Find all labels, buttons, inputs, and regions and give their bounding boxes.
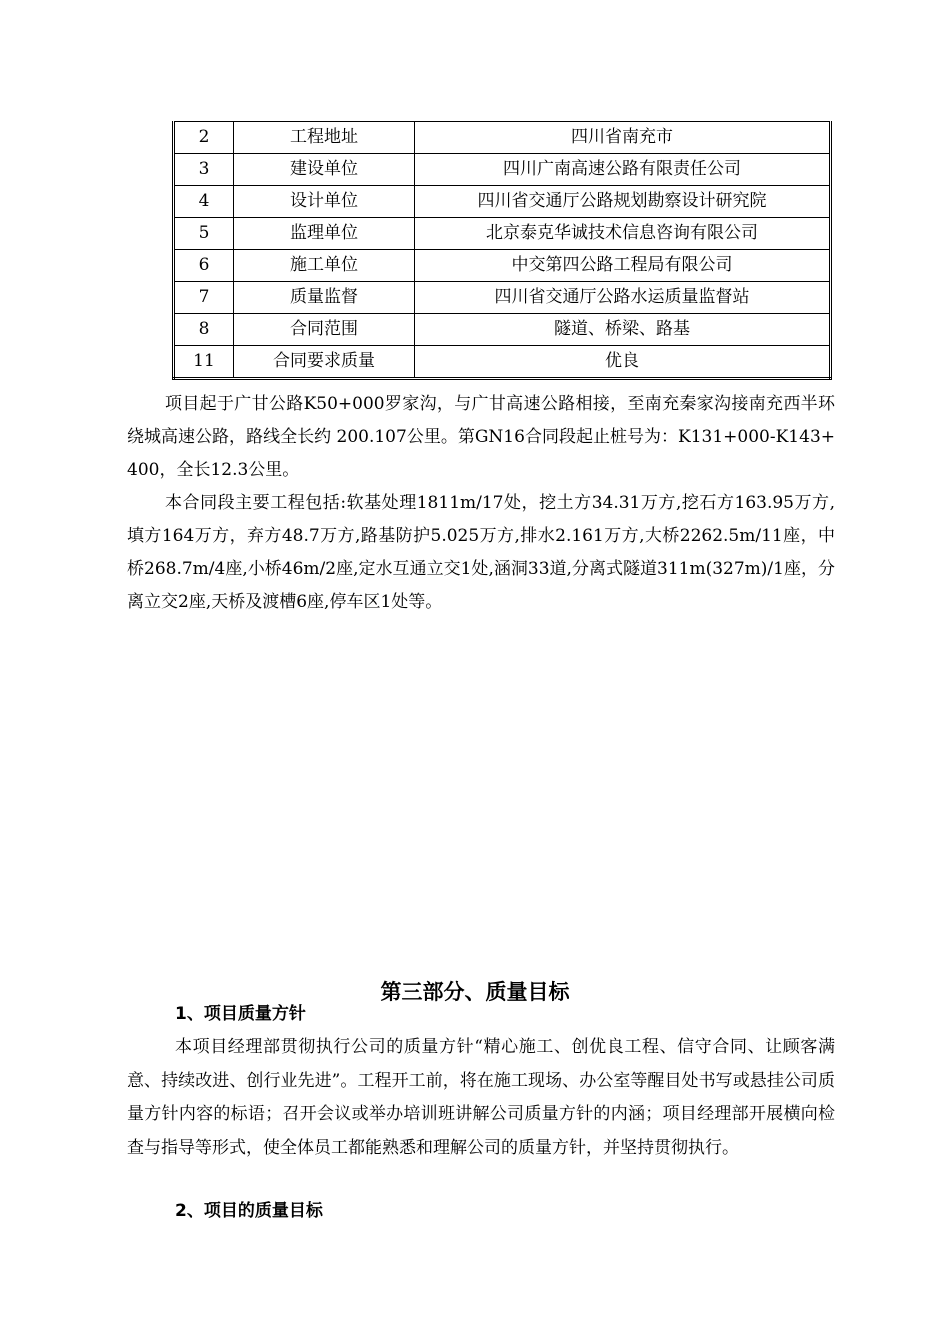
table-row xyxy=(174,154,831,186)
table-row xyxy=(174,346,831,379)
row-value: 四川广南高速公路有限责任公司 xyxy=(415,154,831,186)
row-value: 四川省南充市 xyxy=(415,122,831,154)
table-row xyxy=(174,250,831,282)
row-number: 4 xyxy=(174,186,234,218)
project-route-paragraph: 项目起于广甘公路K50+000罗家沟，与广甘高速公路相接，至南充秦家沟接南充西半环绕城高速公路，路线全长约 200.107公里。第GN16合同段起止桩号为：K131+000-K143+400，全长12.3公里。 xyxy=(127,394,835,480)
row-number: 7 xyxy=(174,282,234,314)
project-info-table xyxy=(172,121,832,380)
row-value: 四川省交通厅公路水运质量监督站 xyxy=(415,282,831,314)
table-row xyxy=(174,282,831,314)
table-row xyxy=(174,314,831,346)
row-item: 建设单位 xyxy=(234,154,415,186)
table-body xyxy=(174,122,831,379)
row-number: 6 xyxy=(174,250,234,282)
row-item: 设计单位 xyxy=(234,186,415,218)
row-value: 优良 xyxy=(415,346,831,379)
row-item: 施工单位 xyxy=(234,250,415,282)
row-number: 2 xyxy=(174,122,234,154)
row-item: 合同要求质量 xyxy=(234,346,415,379)
row-number: 5 xyxy=(174,218,234,250)
quality-policy-paragraph: 本项目经理部贯彻执行公司的质量方针“精心施工、创优良工程、信守合同、让顾客满意、持续改进、创行业先进”。工程开工前，将在施工现场、办公室等醒目处书写或悬挂公司质量方针内容的标语；召开会议或举办培训班讲解公司质量方针的内涵；项目经理部开展横向检查与指导等形式，使全体员工都能熟悉和理解公司的质量方针，并坚持贯彻执行。 xyxy=(127,1037,835,1158)
table-row xyxy=(174,122,831,154)
row-item: 工程地址 xyxy=(234,122,415,154)
row-item: 合同范围 xyxy=(234,314,415,346)
row-number: 11 xyxy=(174,346,234,379)
row-number: 8 xyxy=(174,314,234,346)
subsection-heading-quality-policy: 1、项目质量方针 xyxy=(175,1004,306,1024)
subsection-heading-quality-goal: 2、项目的质量目标 xyxy=(175,1201,323,1221)
row-number: 3 xyxy=(174,154,234,186)
project-scope-paragraph: 本合同段主要工程包括:软基处理1811m/17处，挖土方34.31万方,挖石方163.95万方,填方164万方，弃方48.7万方,路基防护5.025万方,排水2.161万方,大桥2262.5m/11座，中桥268.7m/4座,小桥46m/2座,定水互通立交1处,涵洞33道,分离式隧道311m(327m)/1座，分离立交2座,天桥及渡槽6座,停车区1处等。 xyxy=(127,493,835,612)
row-item: 监理单位 xyxy=(234,218,415,250)
row-value: 隧道、桥梁、路基 xyxy=(415,314,831,346)
row-value: 北京泰克华诚技术信息咨询有限公司 xyxy=(415,218,831,250)
table-row xyxy=(174,218,831,250)
row-item: 质量监督 xyxy=(234,282,415,314)
table-row xyxy=(174,186,831,218)
row-value: 四川省交通厅公路规划勘察设计研究院 xyxy=(415,186,831,218)
section-title: 第三部分、质量目标 xyxy=(380,980,570,1004)
row-value: 中交第四公路工程局有限公司 xyxy=(415,250,831,282)
